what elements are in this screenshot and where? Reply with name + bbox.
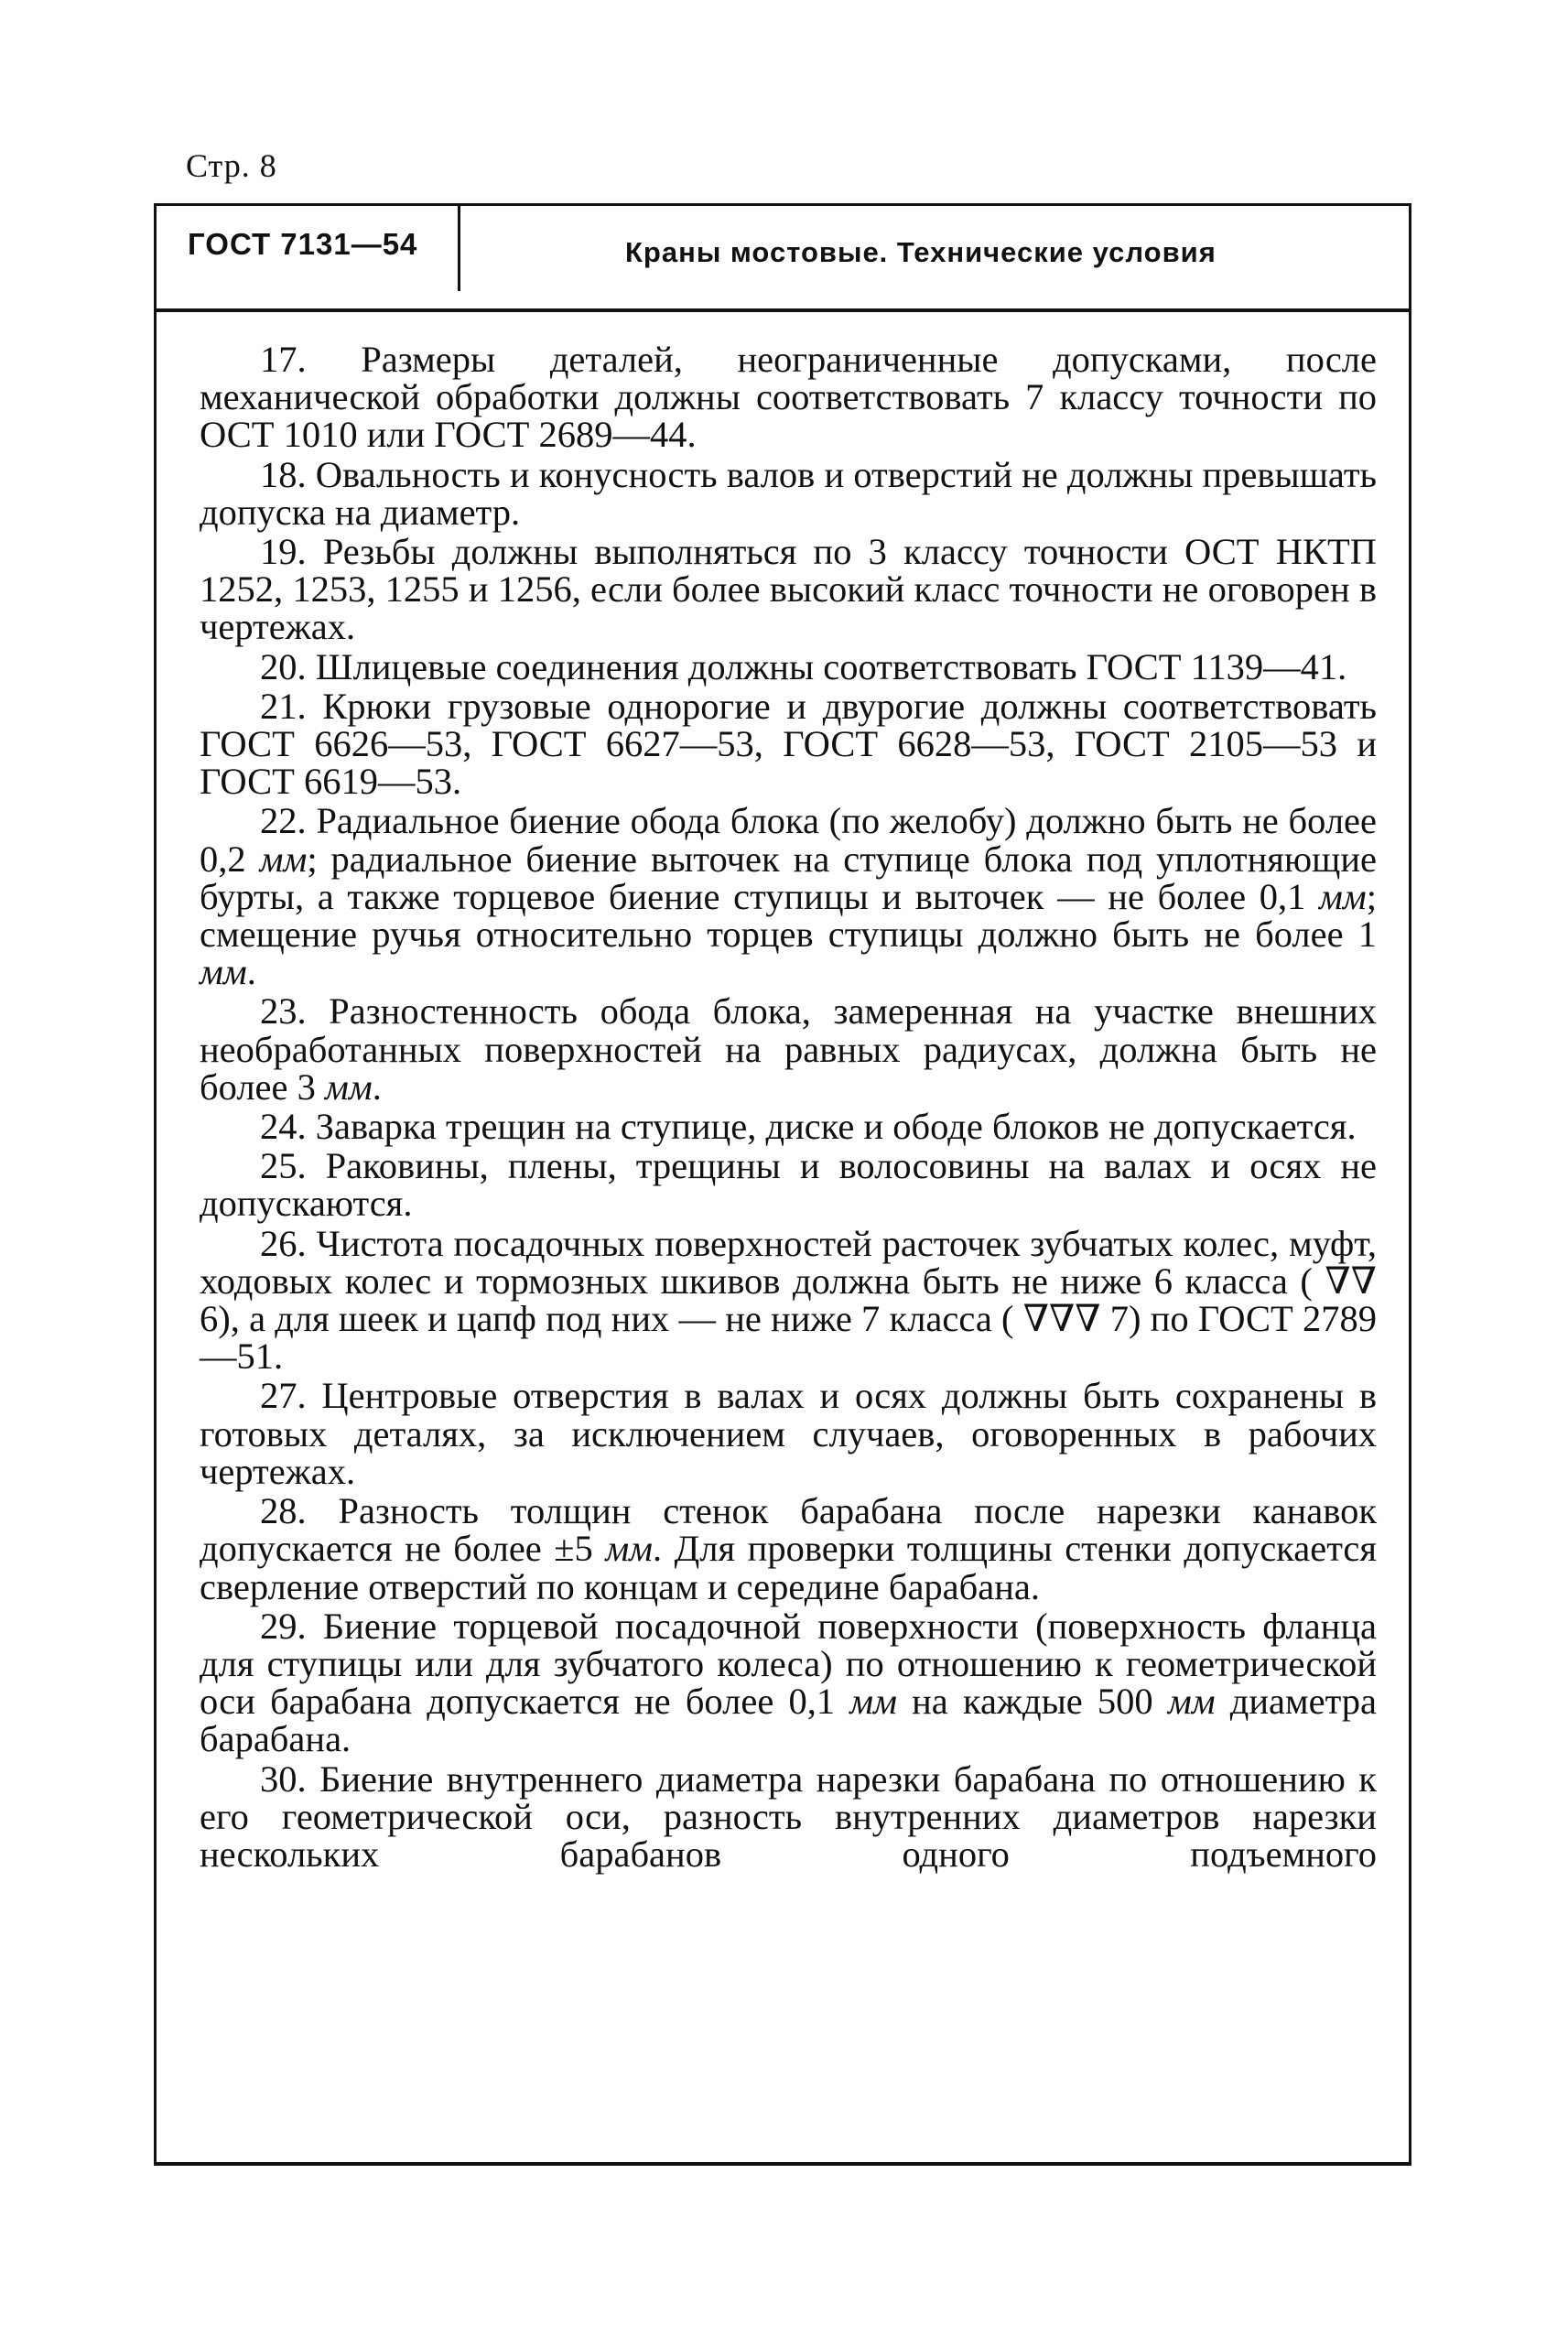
document-title: Краны мостовые. Технические условия <box>625 236 1217 268</box>
clause-text: 19. Резьбы должны выполняться по 3 классу точности ОСТ НКТП 1252, 1253, 1255 и 1256, если более высокий класс точности не оговорен в чертежах. <box>200 531 1377 648</box>
clause-text: 27. Центровые отверстия в валах и осях должны быть сохранены в готовых деталях, за исключением случаев, оговоренных в рабочих чертежах. <box>200 1375 1377 1492</box>
clause-text: 18. Овальность и конусность валов и отверстий не должны превышать допуска на диаметр. <box>200 453 1377 533</box>
clause-text: 29. Биение торцевой посадочной поверхности (поверхность фланца для ступицы или для зубчатого колеса) по отношению к геометрической оси барабана допускается не более 0,1 <box>200 1605 1377 1723</box>
clause-text: ; смещение ручья относительно торцев ступицы должно быть не более 1 <box>200 875 1377 956</box>
unit-mm: мм <box>259 838 308 880</box>
unit-mm: мм <box>1319 875 1367 917</box>
clause-text: на каждые 500 <box>896 1681 1168 1723</box>
clause-19 <box>200 533 1377 646</box>
body-text <box>200 341 1377 1875</box>
clause-text: 23. Разностенность обода блока, замеренная на участке внешних необработанных поверхностей на равных радиусах, должна быть не более 3 <box>200 990 1377 1108</box>
frame-top-rule <box>154 203 1411 206</box>
clause-23 <box>200 992 1377 1106</box>
frame-right-rule <box>1409 203 1411 2164</box>
unit-mm: мм <box>849 1681 897 1723</box>
clause-text: . <box>372 1065 382 1108</box>
clause-text: . Для проверки толщины стенки допускается сверление отверстий по концам и середине барабана. <box>200 1528 1377 1607</box>
clause-30 <box>200 1757 1377 1875</box>
clause-24 <box>200 1106 1377 1148</box>
clause-text: 30. Биение внутреннего диаметра нарезки барабана по отношению к его геометрической оси, разность внутренних диаметров нарезки нескольких барабанов одного подъемного <box>200 1757 1377 1875</box>
clause-text: 20. Шлицевые соединения должны соответствовать ГОСТ 1139—41. <box>260 645 1347 687</box>
clause-26 <box>200 1222 1377 1378</box>
clause-text: диаметра барабана. <box>200 1681 1377 1760</box>
clause-text: 17. Размеры деталей, неограниченные допусками, после механической обработки должны соответствовать 7 классу точности по ОСТ 1010 или ГОСТ 2689—44. <box>200 339 1377 456</box>
clause-text: . <box>246 951 256 993</box>
header-divider <box>458 203 460 291</box>
clause-27 <box>200 1377 1377 1490</box>
clause-21 <box>200 687 1377 801</box>
clause-18 <box>200 453 1377 533</box>
clause-22 <box>200 800 1377 993</box>
clause-text: 25. Раковины, плены, трещины и волосовины на валах и осях не допускаются. <box>200 1145 1377 1225</box>
clause-17 <box>200 341 1377 454</box>
unit-mm: мм <box>200 951 247 993</box>
clause-text: 26. Чистота посадочных поверхностей расточек зубчатых колес, муфт, ходовых колес и тормозных шкивов должна быть не ниже 6 класса ( ∇∇ 6), а для шеек и цапф под них — не ниже 7 класса ( ∇∇∇ 7) по ГОСТ 2789—51. <box>200 1222 1377 1378</box>
clause-text: 22. Радиальное биение обода блока (по желобу) должно быть не более 0,2 <box>200 800 1377 880</box>
header-bottom-rule <box>154 308 1411 312</box>
standard-code: ГОСТ 7131—54 <box>188 227 418 261</box>
clause-text: 21. Крюки грузовые однорогие и двурогие должны соответствовать ГОСТ 6626—53, ГОСТ 6627—53, ГОСТ 6628—53, ГОСТ 2105—53 и ГОСТ 6619—53. <box>200 685 1377 803</box>
page-number: Стр. 8 <box>186 147 277 184</box>
frame-left-rule <box>154 203 157 2164</box>
clause-text: 28. Разность толщин стенок барабана после нарезки канавок допускается не более ±5 <box>200 1490 1377 1570</box>
clause-text: 24. Заварка трещин на ступице, диске и ободе блоков не допускается. <box>260 1106 1357 1148</box>
clause-25 <box>200 1145 1377 1225</box>
unit-mm: мм <box>605 1528 654 1570</box>
unit-mm: мм <box>1167 1681 1216 1723</box>
frame-bottom-rule <box>154 2162 1411 2166</box>
clause-28 <box>200 1492 1377 1606</box>
clause-20 <box>200 645 1377 687</box>
clause-29 <box>200 1607 1377 1758</box>
unit-mm: мм <box>324 1065 373 1108</box>
clause-text: ; радиальное биение выточек на ступице блока под уплотняющие бурты, а также торцевое биение ступицы и выточек — не более 0,1 <box>200 838 1377 917</box>
